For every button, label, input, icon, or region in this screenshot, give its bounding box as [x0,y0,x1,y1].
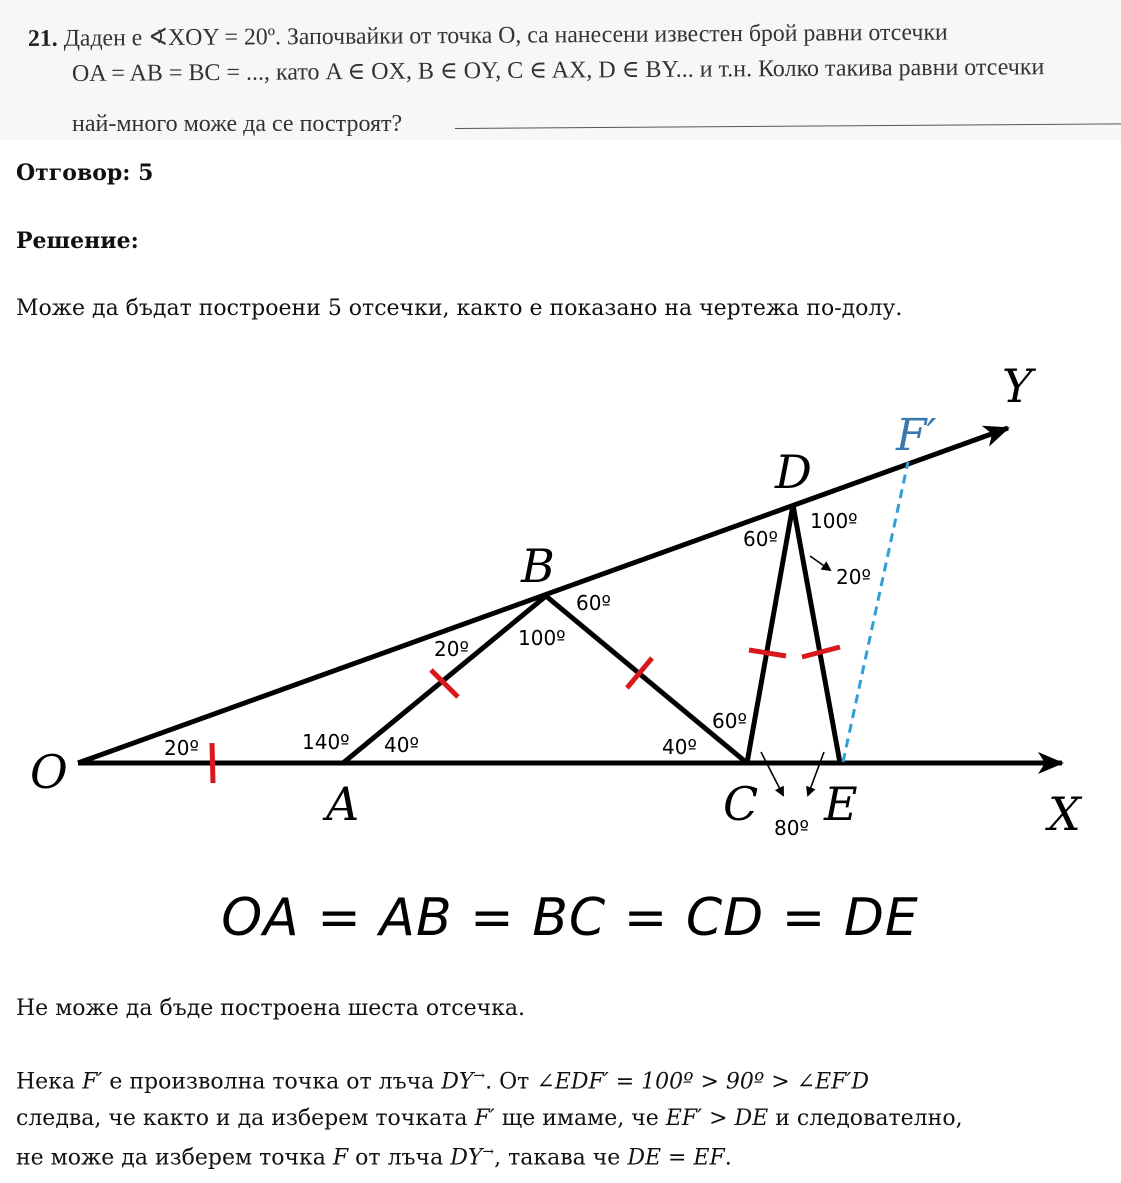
problem-text-1: Даден е ∢XOY = 20º. Започвайки от точка O, са нанесени известен брой равни отсечки [63,19,948,52]
arrow-angle-e [808,752,824,795]
angle-label-b-mid: 100º [518,626,566,650]
c3-math-ineq: EF′ > DE [665,1106,769,1131]
c3-text-1: следва, че както и да изберем точката [16,1106,475,1131]
answer-fill-line [455,123,1121,129]
angle-label-c-left: 40º [662,735,697,759]
segment-bc [546,596,747,763]
tick-oa [212,743,213,783]
c2-text-1: Нека [16,1069,83,1095]
label-b: B [521,539,555,593]
c4-text-4: . [724,1145,732,1171]
label-o: O [30,745,68,799]
arrow-angle-d [810,556,830,570]
solution-heading: Решение: [16,228,139,254]
problem-text-2: OA = AB = BC = ..., като A ∈ OX, B ∈ OY, C ∈ AX, D ∈ BY... и т.н. Колко такива равни отсечки [71,54,1045,87]
segment-ef-dashed [843,462,908,762]
c2-math-angles: ∠EDF′ = 100º > 90º > ∠EF′D [536,1069,870,1095]
angle-label-d-arrow: 20º [836,565,871,589]
c3-text-2: ще имаме, че [494,1106,666,1131]
equal-segments-equation: OA = AB = BC = CD = DE [221,888,919,948]
angle-label-d-right: 100º [810,509,858,533]
c2-ray-arrow: → [473,1068,486,1084]
angle-label-a-outer: 140º [302,730,350,754]
problem-number: 21. [27,25,58,52]
tick-cd [749,650,786,656]
angle-label-d-left: 60º [743,527,778,551]
segment-ab [343,596,546,763]
angle-label-b-left: 20º [434,637,469,661]
c4-text-2: от лъча [348,1145,451,1171]
conclusion-3 [16,1106,963,1131]
problem-line-1 [28,18,948,53]
c2-math-ray-dy: DY [441,1069,474,1095]
angle-label-c-right: 60º [712,709,747,733]
c2-math-f-prime: F′ [82,1069,103,1095]
c4-math-eq: DE = EF [627,1145,725,1171]
c3-text-3: и следователно, [768,1106,963,1131]
problem-statement [0,0,1121,140]
label-a: A [326,777,360,831]
label-e: E [824,777,858,831]
conclusion-2 [16,1068,869,1094]
c2-text-3: . От [485,1069,537,1095]
label-f-prime: F′ [896,410,937,461]
intro-text: Може да бъдат построени 5 отсечки, както е показано на чертежа по-долу. [16,296,903,321]
c4-math-ray-dy: DY [450,1145,483,1171]
conclusion-1: Не може да бъде построена шеста отсечка. [16,996,526,1021]
problem-text-3: най-много може да се построят? [72,111,403,137]
c4-text-3: , такава че [494,1145,628,1171]
angle-label-a-inner: 40º [384,733,419,757]
angle-label-ce: 80º [774,816,809,840]
label-y: Y [1002,359,1033,413]
c4-math-f: F [332,1145,349,1171]
angle-label-o: 20º [164,736,199,760]
problem-line-2 [72,52,1045,88]
label-c: C [723,777,759,831]
arrow-angle-c [761,752,783,795]
answer: Отговор: 5 [16,160,154,186]
c2-text-2: е произволна точка от лъча [102,1069,442,1095]
problem-line-3 [72,111,402,138]
c3-math-f-prime: F′ [474,1106,495,1131]
conclusion-4 [16,1144,732,1170]
segment-de [793,505,840,763]
c4-ray-arrow: → [482,1144,495,1160]
label-x: X [1048,787,1081,841]
label-d: D [775,445,812,499]
c4-text-1: не може да изберем точка [16,1145,333,1171]
geometry-figure [0,350,1121,890]
angle-label-b-right: 60º [576,591,611,615]
